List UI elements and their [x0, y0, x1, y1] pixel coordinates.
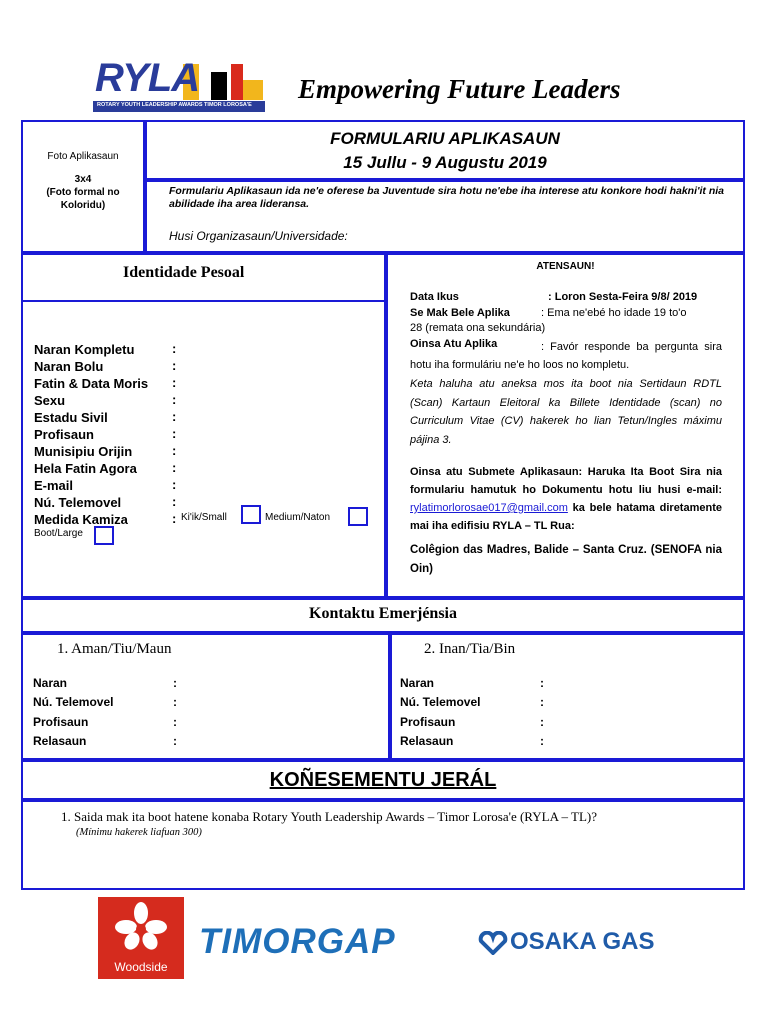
organization-label: Husi Organizasaun/Universidade: [169, 229, 348, 243]
colon: : [173, 676, 177, 690]
colon: : [173, 695, 177, 709]
contact-1-name: Naran [33, 676, 68, 690]
how-label: Oinsa Atu Aplika [410, 338, 498, 350]
field-sex: Sexu [34, 393, 66, 408]
attention-heading: ATENSAUN! [536, 261, 595, 272]
contact-2-title: 2. Inan/Tia/Bin [424, 641, 516, 657]
general-heading-box [21, 760, 745, 800]
logo-text: RYLA [95, 56, 200, 100]
eligibility-value-2: 28 (remata ona sekundária) [410, 322, 546, 334]
colon: : [172, 426, 177, 441]
osaka-gas-text: OSAKA GAS [510, 928, 655, 955]
intro-box [145, 180, 745, 253]
field-full-name: Naran Kompletu [34, 342, 135, 357]
general-heading: KOÑESEMENTU JERÁL [269, 769, 497, 791]
contact-1-relation: Relasaun [33, 734, 87, 748]
colon: : [172, 375, 177, 390]
colon: : [172, 477, 177, 492]
eligibility-value: : Ema ne'ebé ho idade 19 to'o [541, 307, 687, 319]
field-shirt-size: Medida Kamiza [34, 512, 128, 527]
emergency-heading-box [21, 598, 745, 633]
contact-2-phone: Nú. Telemovel [400, 695, 481, 709]
field-address: Hela Fatin Agora [34, 461, 137, 476]
submission-text: Oinsa atu Submete Aplikasaun: Haruka Ita Boot Sira nia formulariu hamutuk ho Dokumentu hotu liu husi e-mail: rylatimorlorosae017@gmail.com ka bele hatama diretamente mai iha edifisiu RYLA – TL Rua: [410, 466, 722, 532]
contact-1-title: 1. Aman/Tiu/Maun [57, 641, 172, 657]
title-box [145, 120, 745, 180]
colon: : [540, 676, 544, 690]
emergency-contact-1 [21, 633, 390, 760]
colon: : [540, 695, 544, 709]
field-email: E-mail [34, 478, 74, 493]
size-large-checkbox[interactable] [94, 526, 114, 545]
woodside-logo [98, 897, 184, 979]
colon: : [540, 715, 544, 729]
identity-heading-box [21, 253, 386, 302]
emergency-contact-2 [390, 633, 745, 760]
woodside-flower-icon [98, 897, 184, 957]
photo-box [21, 120, 145, 253]
timorgap-logo: TIMORGAP [199, 922, 396, 961]
attention-box [386, 253, 745, 598]
ryla-logo [93, 56, 265, 113]
colon: : [172, 392, 177, 407]
size-small-label: Ki'ik/Small [181, 512, 227, 523]
colon: : [172, 409, 177, 424]
attachment-note: Keta haluha atu aneksa mos ita boot nia Sertidaun RDTL (Scan) Kartaun Eleitoral ka Billete Identidade (scan) no Curriculum Vitae (CV) hakerek ho lian Tetun/Ingles máximu pájina 3. [410, 378, 722, 446]
field-nickname: Naran Bolu [34, 359, 104, 374]
tagline: Empowering Future Leaders [298, 74, 621, 104]
colon: : [172, 511, 177, 526]
size-small-checkbox[interactable] [241, 505, 261, 524]
contact-1-phone: Nú. Telemovel [33, 695, 114, 709]
osaka-gas-icon [478, 931, 508, 955]
deadline-label: Data Ikus [410, 291, 459, 303]
identity-heading: Identidade Pesoal [123, 264, 245, 281]
question-1-note: (Mínimu hakerek liafuan 300) [76, 827, 202, 838]
form-title: FORMULARIU APLIKASAUN [330, 129, 560, 148]
colon: : [172, 341, 177, 356]
colon: : [173, 734, 177, 748]
colon: : [540, 734, 544, 748]
size-medium-checkbox[interactable] [348, 507, 368, 526]
colon: : [172, 358, 177, 373]
size-large-label: Boot/Large [34, 528, 83, 539]
field-birth: Fatin & Data Moris [34, 376, 149, 391]
colon: : [172, 494, 177, 509]
colon: : [173, 715, 177, 729]
emergency-heading: Kontaktu Emerjénsia [309, 605, 457, 622]
general-question-box [21, 800, 745, 890]
email-link[interactable]: rylatimorlorosae017@gmail.com [410, 502, 568, 514]
intro-text: Formulariu Aplikasaun ida ne'e oferese ba Juventude sira hotu ne'ebe iha interese atu konkore hodi hakni'it nia abilidade iha area lideransa. [169, 185, 724, 210]
question-1: 1. Saida mak ita boot hatene konaba Rotary Youth Leadership Awards – Timor Lorosa'e (RYLA – TL)? [61, 809, 597, 824]
field-profession: Profisaun [34, 427, 94, 442]
form-dates: 15 Jullu - 9 Augustu 2019 [343, 153, 547, 172]
eligibility-label: Se Mak Bele Aplika [410, 307, 510, 319]
deadline-value: : Loron Sesta-Feira 9/8/ 2019 [548, 291, 698, 303]
photo-instructions: Foto Aplikasaun 3x4 (Foto formal no Koloridu) [46, 151, 120, 211]
colon: : [172, 460, 177, 475]
field-civil-status: Estadu Sivil [34, 410, 108, 425]
field-phone: Nú. Telemovel [34, 495, 122, 510]
how-value: : Favór responde ba pergunta sira hotu iha formuláriu ne'e ho loos no kompletu. [410, 341, 722, 371]
size-medium-label: Medium/Naton [265, 512, 331, 523]
contact-1-profession: Profisaun [33, 715, 89, 729]
contact-2-name: Naran [400, 676, 435, 690]
contact-2-relation: Relasaun [400, 734, 454, 748]
woodside-text: Woodside [114, 960, 168, 974]
contact-2-profession: Profisaun [400, 715, 456, 729]
logo-subtitle: ROTARY YOUTH LEADERSHIP AWARDS TIMOR LOROSA'E [97, 102, 252, 108]
colon: : [172, 443, 177, 458]
address-text: Colêgion das Madres, Balide – Santa Cruz. (SENOFA nia Oin) [410, 544, 722, 575]
field-municipality: Munisipiu Orijin [34, 444, 133, 459]
